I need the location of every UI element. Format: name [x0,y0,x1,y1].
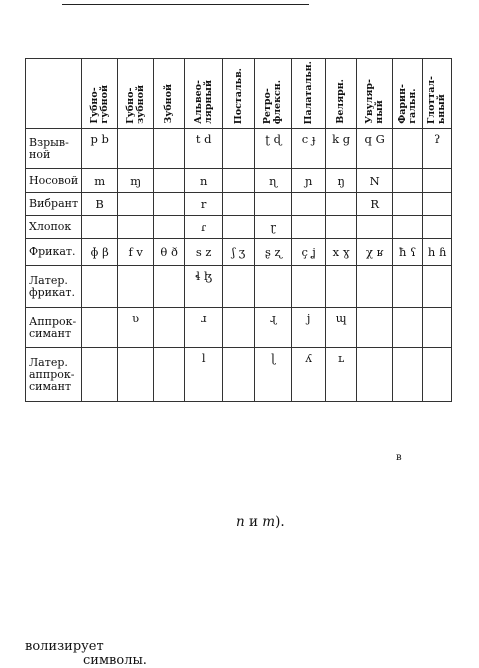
text-fragment-vocalizes: волизирует [25,639,104,654]
table-cell: ɻ [255,308,292,348]
table-cell: ʔ [423,129,452,169]
table-cell [118,266,154,308]
table-cell: c ɟ [292,129,326,169]
table-cell [393,129,423,169]
table-row [26,193,452,216]
table-cell [223,266,255,308]
table-cell [154,348,185,402]
table-cell [393,193,423,216]
row-header: Фрикат. [26,239,82,266]
col-header: Зубной [154,59,185,129]
table-cell [393,266,423,308]
text-fragment-symbols: символы. [83,653,147,668]
table-cell: m [82,169,118,193]
row-header: Вибрант [26,193,82,216]
col-header: Губно- губной [82,59,118,129]
table-cell: θ ð [154,239,185,266]
table-cell [255,266,292,308]
table-cell [223,308,255,348]
table-cell: ʎ [292,348,326,402]
table-cell [223,169,255,193]
table-row [26,129,452,169]
table-cell [292,216,326,239]
table-row [26,239,452,266]
table-cell [82,308,118,348]
table-cell: q G [357,129,393,169]
table-cell [393,308,423,348]
table-cell [82,216,118,239]
row-header: Носовой [26,169,82,193]
table-cell: ɽ [255,216,292,239]
text-fragment-p-i-m [236,514,285,530]
table-cell: ç ʝ [292,239,326,266]
col-header: Велярн. [326,59,357,129]
table-row [26,266,452,308]
col-header: Постальв. [223,59,255,129]
table-cell: R [357,193,393,216]
table-cell: ʟ [326,348,357,402]
table-cell [292,193,326,216]
table-row [26,216,452,239]
top-rule [62,4,309,5]
row-header: Латер. фрикат. [26,266,82,308]
table-cell: ʂ ʐ [255,239,292,266]
table-cell: t d [185,129,223,169]
table-cell [82,266,118,308]
table-cell [357,266,393,308]
table-cell [423,169,452,193]
col-header: Фарин- гальн. [393,59,423,129]
table-cell: ɭ [255,348,292,402]
table-cell [118,193,154,216]
table-cell [154,193,185,216]
col-header: Ретро- флексн. [255,59,292,129]
corner-cell [26,59,82,129]
table-cell [223,216,255,239]
row-header: Взрыв- ной [26,129,82,169]
table-cell [393,216,423,239]
table-cell [393,169,423,193]
table-cell [223,348,255,402]
table-cell [255,193,292,216]
table-cell [357,216,393,239]
table-cell [118,129,154,169]
table-cell: p b [82,129,118,169]
table-cell [423,266,452,308]
table-cell [326,216,357,239]
ipa-consonant-table [25,58,452,402]
table-cell: ʈ ɖ [255,129,292,169]
table-cell [393,348,423,402]
table-cell [118,216,154,239]
col-header: Альвео- лярный [185,59,223,129]
col-header: Палатальн. [292,59,326,129]
table-cell [423,348,452,402]
table-row [26,308,452,348]
table-cell [223,129,255,169]
row-header: Латер. аппрок- симант [26,348,82,402]
table-cell: k g [326,129,357,169]
conjunction-i: и [244,514,263,530]
table-row [26,169,452,193]
closing-paren: ). [275,514,285,530]
table-cell [223,193,255,216]
table-cell [423,193,452,216]
table-cell: ʃ ʒ [223,239,255,266]
table-cell [154,266,185,308]
table-cell: χ ʁ [357,239,393,266]
table-cell [326,266,357,308]
table-cell: ɹ [185,308,223,348]
table-cell [154,216,185,239]
header-row [26,59,452,129]
table-cell: ɳ [255,169,292,193]
table-cell [423,308,452,348]
table-cell: ɲ [292,169,326,193]
table-cell [82,348,118,402]
table-cell: j [292,308,326,348]
col-header: Губно- зубной [118,59,154,129]
table-cell: l [185,348,223,402]
italic-letter-m: т [262,514,276,530]
table-cell [154,129,185,169]
table-cell: s z [185,239,223,266]
table-cell: ħ ʕ [393,239,423,266]
table-cell: N [357,169,393,193]
table-row [26,348,452,402]
table-cell [154,308,185,348]
table-cell: B [82,193,118,216]
row-header: Хлопок [26,216,82,239]
table-cell: ɬ ɮ [185,266,223,308]
table-cell: r [185,193,223,216]
table-cell: ɾ [185,216,223,239]
table-cell [326,193,357,216]
table-cell [154,169,185,193]
table-cell: ɰ [326,308,357,348]
col-header: Увуляр- ный [357,59,393,129]
table-cell [292,266,326,308]
table-cell: h ɦ [423,239,452,266]
col-header: Глоттал- ьный [423,59,452,129]
table-cell [357,348,393,402]
table-cell: x ɣ [326,239,357,266]
table-cell [118,348,154,402]
text-fragment-v: в [396,452,402,463]
table-cell: ʋ [118,308,154,348]
table-cell: f v [118,239,154,266]
table-cell: ɱ [118,169,154,193]
table-cell [423,216,452,239]
table-cell: ɸ β [82,239,118,266]
row-header: Аппрок- симант [26,308,82,348]
table-cell: n [185,169,223,193]
table-cell [357,308,393,348]
italic-letter-p: п [236,514,245,530]
table-cell: ŋ [326,169,357,193]
